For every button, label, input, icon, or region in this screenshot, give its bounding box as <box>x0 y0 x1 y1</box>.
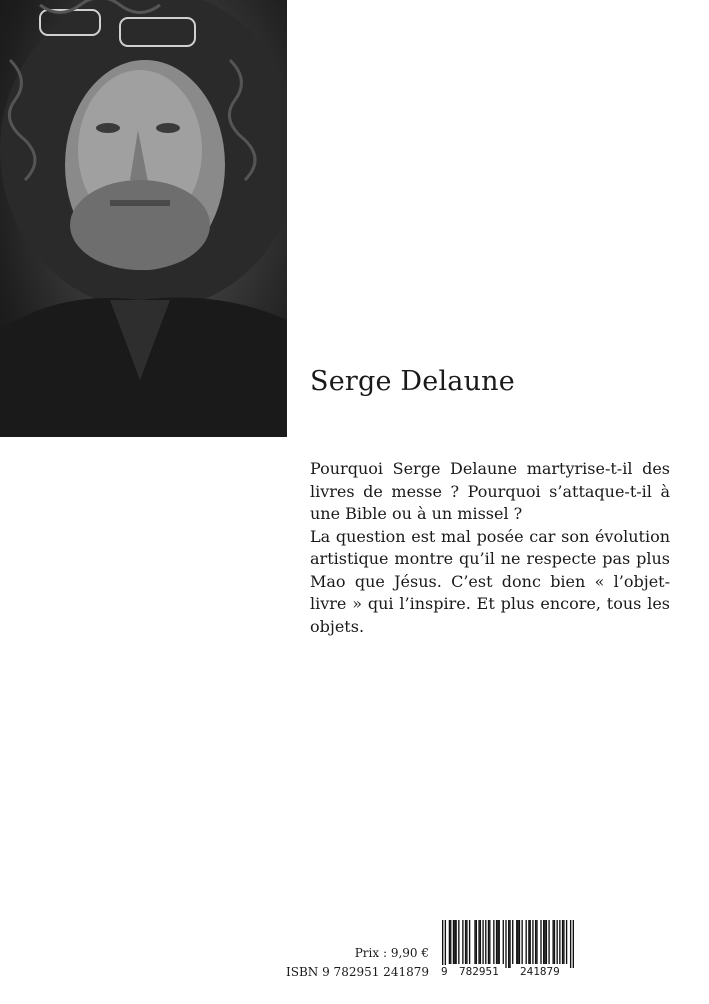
barcode-bar <box>489 920 490 964</box>
barcode-bar <box>474 920 475 964</box>
barcode-bar <box>554 920 555 964</box>
barcode-bar <box>508 920 509 968</box>
price-label: Prix : 9,90 € <box>354 946 429 960</box>
barcode-bar <box>469 920 470 964</box>
barcode-bar <box>458 920 459 964</box>
barcode-bar <box>566 920 567 964</box>
barcode-bar <box>573 920 574 968</box>
barcode-bar <box>546 920 547 964</box>
barcode-bar <box>505 920 506 968</box>
barcode-bar <box>556 920 557 964</box>
barcode-bar <box>449 920 450 964</box>
barcode-bar <box>540 920 541 964</box>
barcode-bar <box>526 920 527 964</box>
barcode-bar <box>552 920 553 964</box>
barcode-bar <box>521 920 522 964</box>
barcode-bar <box>548 920 549 964</box>
barcode-bar <box>453 920 454 964</box>
barcode-bar <box>466 920 467 964</box>
author-portrait-photo <box>0 0 287 437</box>
barcode-bar <box>454 920 455 964</box>
barcode-bar <box>562 920 563 964</box>
barcode-bar <box>528 920 529 964</box>
barcode-first-digit: 9 <box>441 965 448 978</box>
barcode-bar <box>445 920 446 968</box>
barcode-bars <box>442 920 574 968</box>
barcode-bar <box>519 920 520 964</box>
back-cover-blurb <box>310 458 670 638</box>
blurb-paragraph-1: Pourquoi Serge Delaune martyrise-t-il des livres de messe ? Pourquoi s’attaque-t-il à une Bible ou à un missel ? <box>310 459 670 523</box>
barcode-bar <box>503 920 504 964</box>
barcode-bar <box>512 920 513 964</box>
barcode-bar <box>532 920 533 964</box>
barcode-bar <box>465 920 466 964</box>
barcode-bar <box>563 920 564 964</box>
barcode-bar <box>559 920 560 964</box>
barcode-bar <box>496 920 497 964</box>
barcode-bar <box>509 920 510 968</box>
portrait-illustration <box>0 0 287 437</box>
barcode-bar <box>476 920 477 964</box>
barcode-bar <box>535 920 536 964</box>
author-name: Serge Delaune <box>310 366 515 397</box>
barcode-bar <box>516 920 517 964</box>
barcode-group-1: 782951 <box>459 965 499 978</box>
barcode-bar <box>493 920 494 964</box>
barcode-bar <box>536 920 537 964</box>
barcode-bar <box>499 920 500 964</box>
blurb-paragraph-2: La question est mal posée car son évolution artistique montre qu’il ne respecte pas plus Mao que Jésus. C’est donc bien « l’objet-livre » qui l’inspire. Et plus encore, tous les objets. <box>310 526 670 636</box>
barcode-bar <box>442 920 443 968</box>
barcode-bar <box>517 920 518 964</box>
barcode-bar <box>455 920 456 964</box>
barcode-bar <box>530 920 531 964</box>
isbn-label: ISBN 9 782951 241879 <box>286 965 429 979</box>
barcode-bar <box>488 920 489 964</box>
barcode-group-2: 241879 <box>520 965 560 978</box>
barcode-bar <box>485 920 486 964</box>
barcode-bar <box>570 920 571 968</box>
barcode-bar <box>482 920 483 964</box>
barcode-digits <box>442 964 574 980</box>
barcode-bar <box>543 920 544 964</box>
barcode-bar <box>480 920 481 964</box>
barcode-bar <box>544 920 545 964</box>
barcode-bar <box>497 920 498 964</box>
barcode-bar <box>450 920 451 964</box>
barcode-bar <box>462 920 463 964</box>
barcode-bar <box>478 920 479 964</box>
